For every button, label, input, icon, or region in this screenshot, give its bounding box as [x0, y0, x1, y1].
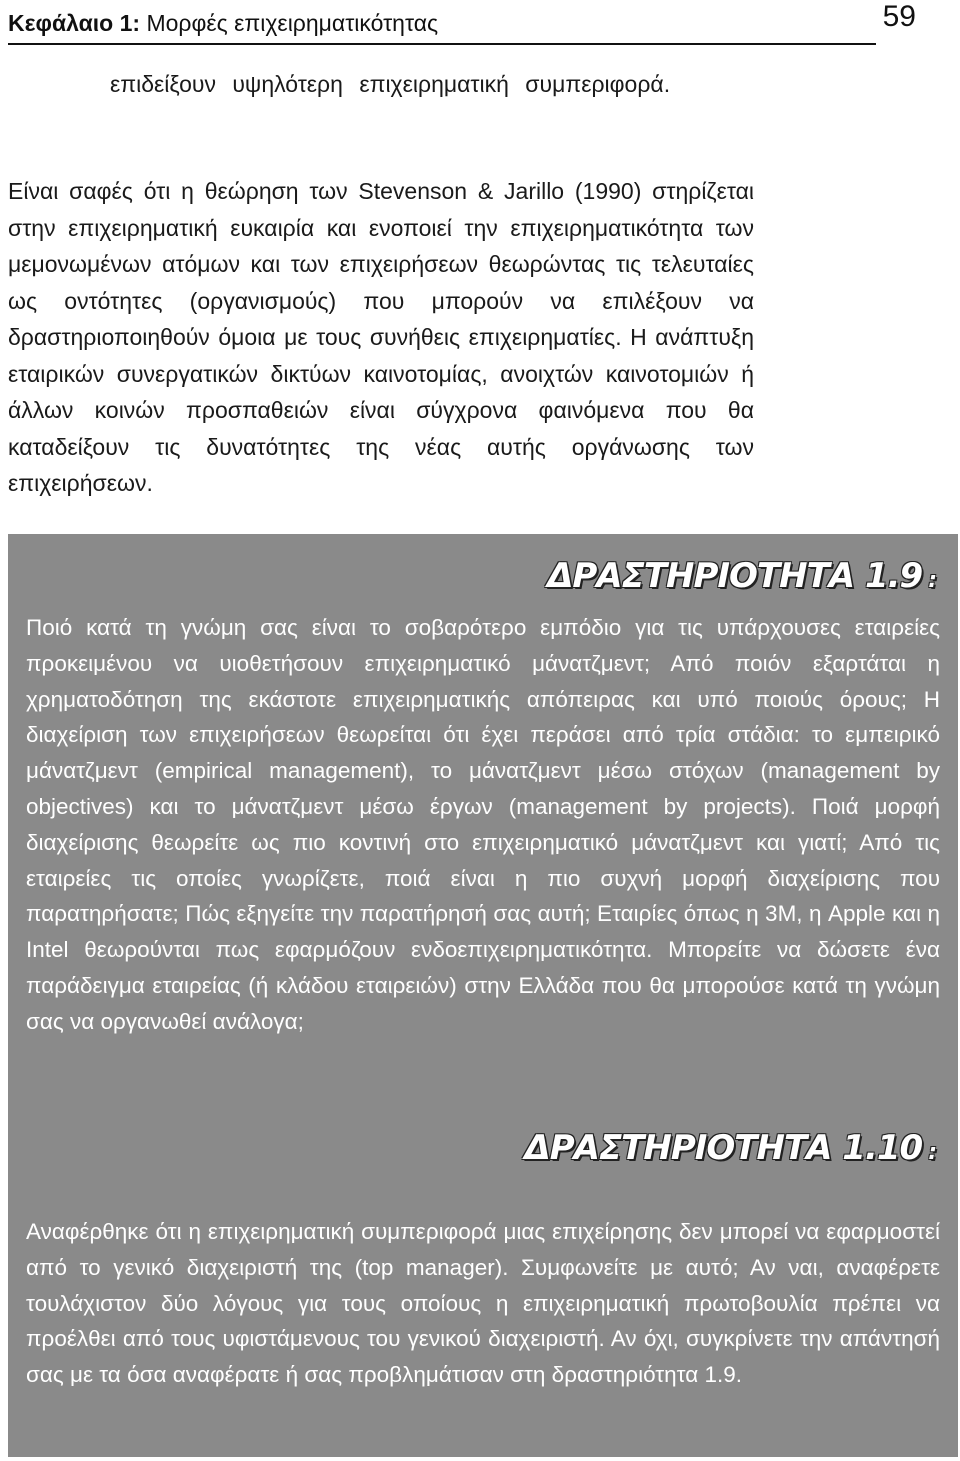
activity-1-9-title — [547, 556, 936, 596]
activity-title-text: ΔΡΑΣΤΗΡΙΟΤΗΤΑ 1.10 — [524, 1128, 923, 1168]
chapter-heading — [8, 10, 438, 37]
activities-box — [8, 534, 958, 1457]
activity-1-9-text: Ποιό κατά τη γνώμη σας είναι το σοβαρότερο εμπόδιο για τις υπάρχουσες εταιρείες προκειμένου να υιοθετήσουν επιχειρηματικό μάνατζμεντ; Από ποιόν εξαρτάται η χρηματοδότηση της εκάστοτε επιχειρηματικής απόπειρας και υπό ποιούς όρους; Η διαχείριση των επιχειρήσεων θεωρείται ότι έχει περάσει από τρία στάδια: το εμπειρικό μάνατζμεντ (empirical management), το μάνατζμεντ μέσω στόχων (management by objectives) και το μάνατζμεντ μέσω έργων (management by projects). Ποιά μορφή διαχείρισης θεωρείτε ως πιο κοντινή στο επιχειρηματικό μάνατζμεντ και γιατί; Από τις εταιρείες τις οποίες γνωρίζετε, ποιά είναι η πιο συχνή μορφή διαχείρισης που παρατηρήσατε; Πώς εξηγείτε την παρατήρησή σας αυτή; Εταιρίες όπως η 3M, η Apple και η Intel θεωρούνται πως εφαρμόζουν ενδοεπιχειρηματικότητα. Μπορείτε να δώσετε ένα παράδειγμα εταιρείας (ή κλάδου εταιρειών) στην Ελλάδα που θα μπορούσε κατά τη γνώμη σας να οργανωθεί ανάλογα; — [26, 615, 940, 1034]
page-header — [8, 0, 938, 44]
activity-title-text: ΔΡΑΣΤΗΡΙΟΤΗΤΑ 1.9 — [547, 556, 923, 596]
activity-1-10-text: Αναφέρθηκε ότι η επιχειρηματική συμπεριφορά μιας επιχείρησης δεν μπορεί να εφαρμοστεί από το γενικό διαχειριστή της (top manager). Συμφωνείτε με αυτό; Αν ναι, αναφέρετε τουλάχιστον δύο λόγους για τους οποίους η επιχειρηματική πρωτοβουλία πρέπει να προέλθει από τους υφιστάμενους του γενικού διαχειριστή. Αν όχι, συγκρίνετε την απάντησή σας με τα όσα αναφέρατε ή σας προβλημάτισαν στη δραστηριότητα 1.9. — [26, 1219, 940, 1388]
chapter-title: Μορφές επιχειρηματικότητας — [146, 10, 439, 36]
activity-1-10-title — [524, 1128, 936, 1168]
intro-continuation: επιδείξουν υψηλότερη επιχειρηματική συμπεριφορά. — [110, 71, 671, 97]
activity-title-colon: : — [928, 1140, 936, 1165]
body-paragraph: Είναι σαφές ότι η θεώρηση των Stevenson & Jarillo (1990) στηρίζεται στην επιχειρηματική ευκαιρία και ενοποιεί την επιχειρηματικότητα των μεμονωμένων ατόμων και των επιχειρήσεων θεωρώντας τις τελευταίες ως οντότητες (οργανισμούς) που μπορούν να επιλέξουν να δραστηριοποιηθούν όμοια με τους συνήθεις επιχειρηματίες. Η ανάπτυξη εταιρικών συνεργατικών δικτύων καινοτομίας, ανοιχτών καινοτομιών ή άλλων κοινών προσπαθειών είναι σύγχρονα φαινόμενα που θα καταδείξουν τις δυνατότητες της νέας αυτής οργάνωσης των επιχειρήσεων. — [8, 178, 754, 496]
page-number: 59 — [882, 0, 916, 33]
header-rule — [8, 43, 876, 45]
chapter-label: Κεφάλαιο 1: — [8, 10, 141, 36]
activity-title-colon: : — [928, 568, 936, 593]
